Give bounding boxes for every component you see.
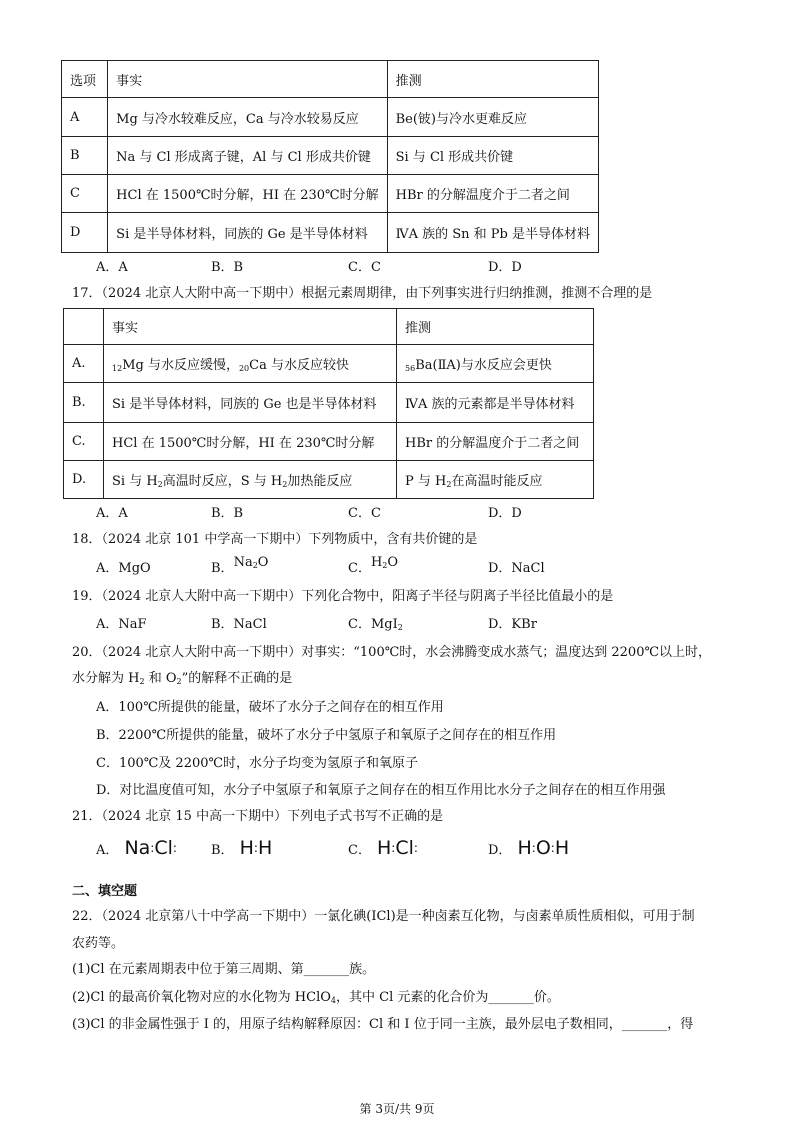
q22-part1: (1)Cl 在元素周期表中位于第三周期、第_______族。	[72, 962, 376, 977]
q20-option-c[interactable]: C．100℃及 2200℃时，水分子均变为氢原子和氧原子	[96, 756, 419, 771]
subscript: 2	[157, 480, 163, 489]
stem-part: ”的解释不正确的是	[181, 671, 293, 686]
fact-part: Si 与 H	[112, 474, 158, 489]
q17-row-c-label: C.	[64, 423, 104, 461]
fact-text-2: Ca 与水反应较快	[249, 358, 349, 373]
q16-row-c-guess: HBr 的分解温度介于二者之间	[387, 175, 598, 213]
q16-option-b[interactable]: B．B	[211, 260, 244, 275]
guess-part: 在高温时能反应	[451, 474, 543, 489]
q16-row-d-fact: Si 是半导体材料，同族的 Ge 是半导体材料	[108, 213, 387, 253]
option-letter: C．	[348, 561, 371, 576]
q21-option-a[interactable]	[96, 837, 177, 859]
q18-option-a[interactable]: A．MgO	[96, 561, 151, 576]
hydrogen-symbol: H	[377, 837, 392, 859]
hydrogen-symbol: H	[239, 837, 254, 859]
q17-row-c-guess: HBr 的分解温度介于二者之间	[397, 423, 594, 461]
oxygen-symbol: O	[535, 837, 551, 859]
chlorine-symbol: Cl	[395, 837, 414, 859]
hydrogen-symbol: H	[554, 837, 570, 859]
q17-header-guess: 推测	[397, 309, 594, 345]
q22-part2	[72, 986, 560, 1005]
formula-part: Na	[233, 555, 253, 570]
hydrogen-symbol: H	[257, 837, 273, 859]
q21-option-c[interactable]	[348, 837, 418, 859]
fact-text-1: Mg 与水反应缓慢，	[122, 358, 239, 373]
mass-number-ca: 20	[238, 364, 250, 373]
q16-row-c-label: C	[62, 175, 108, 213]
q16-header-fact: 事实	[108, 61, 387, 98]
q17-row-d-fact	[104, 461, 397, 499]
subscript: 2	[382, 561, 388, 570]
mass-number-mg: 12	[112, 364, 123, 373]
formula-part: O	[387, 555, 399, 570]
subscript: 2	[139, 677, 145, 686]
q16-table	[61, 60, 599, 253]
q22-stem-line2: 农药等。	[72, 936, 125, 951]
page-number: 第 3页/共 9页	[359, 1102, 435, 1116]
fact-part: 高温时反应，S 与 H	[162, 474, 283, 489]
q20-option-b[interactable]: B．2200℃所提供的能量，破坏了水分子中氢原子和氧原子之间存在的相互作用	[96, 728, 557, 743]
q16-option-d[interactable]: D．D	[488, 260, 522, 275]
q17-table	[63, 308, 594, 499]
part-text: (2)Cl 的最高价氧化物对应的水化物为 HClO	[72, 990, 331, 1005]
option-letter: C．	[348, 843, 371, 858]
q19-option-d[interactable]: D．KBr	[488, 617, 537, 632]
electron-dots-icon: :	[253, 841, 258, 855]
q16-header-option: 选项	[62, 61, 108, 98]
guess-part: P 与 H	[405, 474, 447, 489]
subscript: 2	[282, 480, 288, 489]
q19-stem: 19．（2024 北京人大附中高一下期中）下列化合物中，阳离子半径与阴离子半径比值最小的是	[72, 589, 614, 604]
mass-number-ba: 56	[405, 364, 416, 373]
q18-option-b[interactable]	[211, 557, 268, 576]
q16-option-c[interactable]: C．C	[348, 260, 381, 275]
fact-part: 加热能反应	[287, 474, 353, 489]
q17-row-a-fact	[104, 345, 397, 383]
q16-row-a-guess: Be(铍)与冷水更难反应	[387, 98, 598, 137]
q16-row-b-fact: Na 与 Cl 形成离子键，Al 与 Cl 形成共价键	[108, 137, 387, 175]
q16-row-b-guess: Si 与 Cl 形成共价键	[387, 137, 598, 175]
electron-dots-icon: :	[391, 841, 396, 855]
q17-row-b-fact: Si 是半导体材料，同族的 Ge 也是半导体材料	[104, 383, 397, 423]
q18-stem: 18．（2024 北京 101 中学高一下期中）下列物质中，含有共价键的是	[72, 532, 478, 547]
q17-row-d-guess	[397, 461, 594, 499]
q22-stem-line1: 22．（2024 北京第八十中学高一下期中）一氯化碘(ICl)是一种卤素互化物，与卤素单质性质相似，可用于制	[72, 909, 695, 924]
q16-option-a[interactable]: A．A	[96, 260, 128, 275]
hydrogen-symbol: H	[517, 837, 532, 859]
q17-header-fact: 事实	[104, 309, 397, 345]
q17-header-blank	[64, 309, 104, 345]
q19-option-a[interactable]: A．NaF	[96, 617, 147, 632]
q22-part3: (3)Cl 的非金属性强于 I 的，用原子结构解释原因：Cl 和 I 位于同一主族，最外层电子数相同，_______，得	[72, 1017, 694, 1032]
q17-row-d-label: D.	[64, 461, 104, 499]
electron-dots-icon: :	[531, 841, 536, 855]
q20-option-a[interactable]: A．100℃所提供的能量，破坏了水分子之间存在的相互作用	[96, 700, 444, 715]
chlorine-symbol: Cl	[154, 837, 173, 859]
q16-row-d-guess: ⅣA 族的 Sn 和 Pb 是半导体材料	[387, 213, 598, 253]
q17-row-b-label: B.	[64, 383, 104, 423]
q19-option-b[interactable]: B．NaCl	[211, 617, 267, 632]
option-letter: B．	[211, 843, 234, 858]
subscript: 2	[176, 677, 182, 686]
q17-option-a[interactable]: A．A	[96, 506, 128, 521]
formula-part: H	[370, 555, 383, 570]
guess-text: Ba(ⅡA)与水反应会更快	[415, 358, 552, 373]
q21-option-d[interactable]	[488, 837, 569, 859]
q21-stem: 21．（2024 北京 15 中高一下期中）下列电子式书写不正确的是	[72, 809, 444, 824]
q19-option-c[interactable]	[348, 613, 403, 632]
q17-row-b-guess: ⅣA 族的元素都是半导体材料	[397, 383, 594, 423]
electron-dots-icon: :	[550, 841, 555, 855]
electron-dots-icon: :	[413, 841, 418, 855]
q16-row-a-label: A	[62, 98, 108, 137]
q18-option-c[interactable]	[348, 557, 398, 576]
q17-row-a-label: A.	[64, 345, 104, 383]
q17-option-b[interactable]: B．B	[211, 506, 244, 521]
part-text: ，其中 Cl 元素的化合价为_______价。	[335, 990, 560, 1005]
electron-dots-icon: :	[172, 841, 177, 855]
option-letter: B．	[211, 561, 234, 576]
subscript: 2	[252, 561, 258, 570]
q17-stem: 17．（2024 北京人大附中高一下期中）根据元素周期律，由下列事实进行归纳推测，推测不合理的是	[72, 286, 653, 301]
q17-option-d[interactable]: D．D	[488, 506, 522, 521]
stem-part: 水分解为 H	[72, 671, 140, 686]
q21-option-b[interactable]	[211, 837, 272, 859]
q20-stem-line1: 20．（2024 北京人大附中高一下期中）对事实：“100℃时，水会沸腾变成水蒸气；温度达到 2200℃以上时，	[72, 645, 712, 660]
q17-row-a-guess	[397, 345, 594, 383]
q20-stem-line2	[72, 667, 292, 686]
subscript: 2	[446, 480, 452, 489]
q16-row-d-label: D	[62, 213, 108, 253]
formula-part: O	[257, 555, 269, 570]
subscript: 2	[397, 623, 403, 632]
section-title: 二、填空题	[72, 884, 138, 899]
option-letter: D．	[488, 843, 512, 858]
electron-dots-icon: :	[150, 841, 155, 855]
q17-row-c-fact: HCl 在 1500℃时分解，HI 在 230℃时分解	[104, 423, 397, 461]
q17-option-c[interactable]: C．C	[348, 506, 381, 521]
option-letter: A．	[96, 843, 119, 858]
q16-row-a-fact: Mg 与冷水较难反应，Ca 与冷水较易反应	[108, 98, 387, 137]
q16-row-b-label: B	[62, 137, 108, 175]
sodium-symbol: Na	[124, 837, 151, 859]
q18-option-d[interactable]: D．NaCl	[488, 561, 545, 576]
q20-option-d[interactable]: D．对比温度值可知，水分子中氢原子和氧原子之间存在的相互作用比水分子之间存在的相互作用强	[96, 783, 666, 798]
stem-part: 和 O	[144, 671, 177, 686]
q16-row-c-fact: HCl 在 1500℃时分解，HI 在 230℃时分解	[108, 175, 387, 213]
subscript: 4	[330, 996, 336, 1005]
formula-part: C．MgI	[348, 617, 398, 632]
q16-header-guess: 推测	[387, 61, 598, 98]
